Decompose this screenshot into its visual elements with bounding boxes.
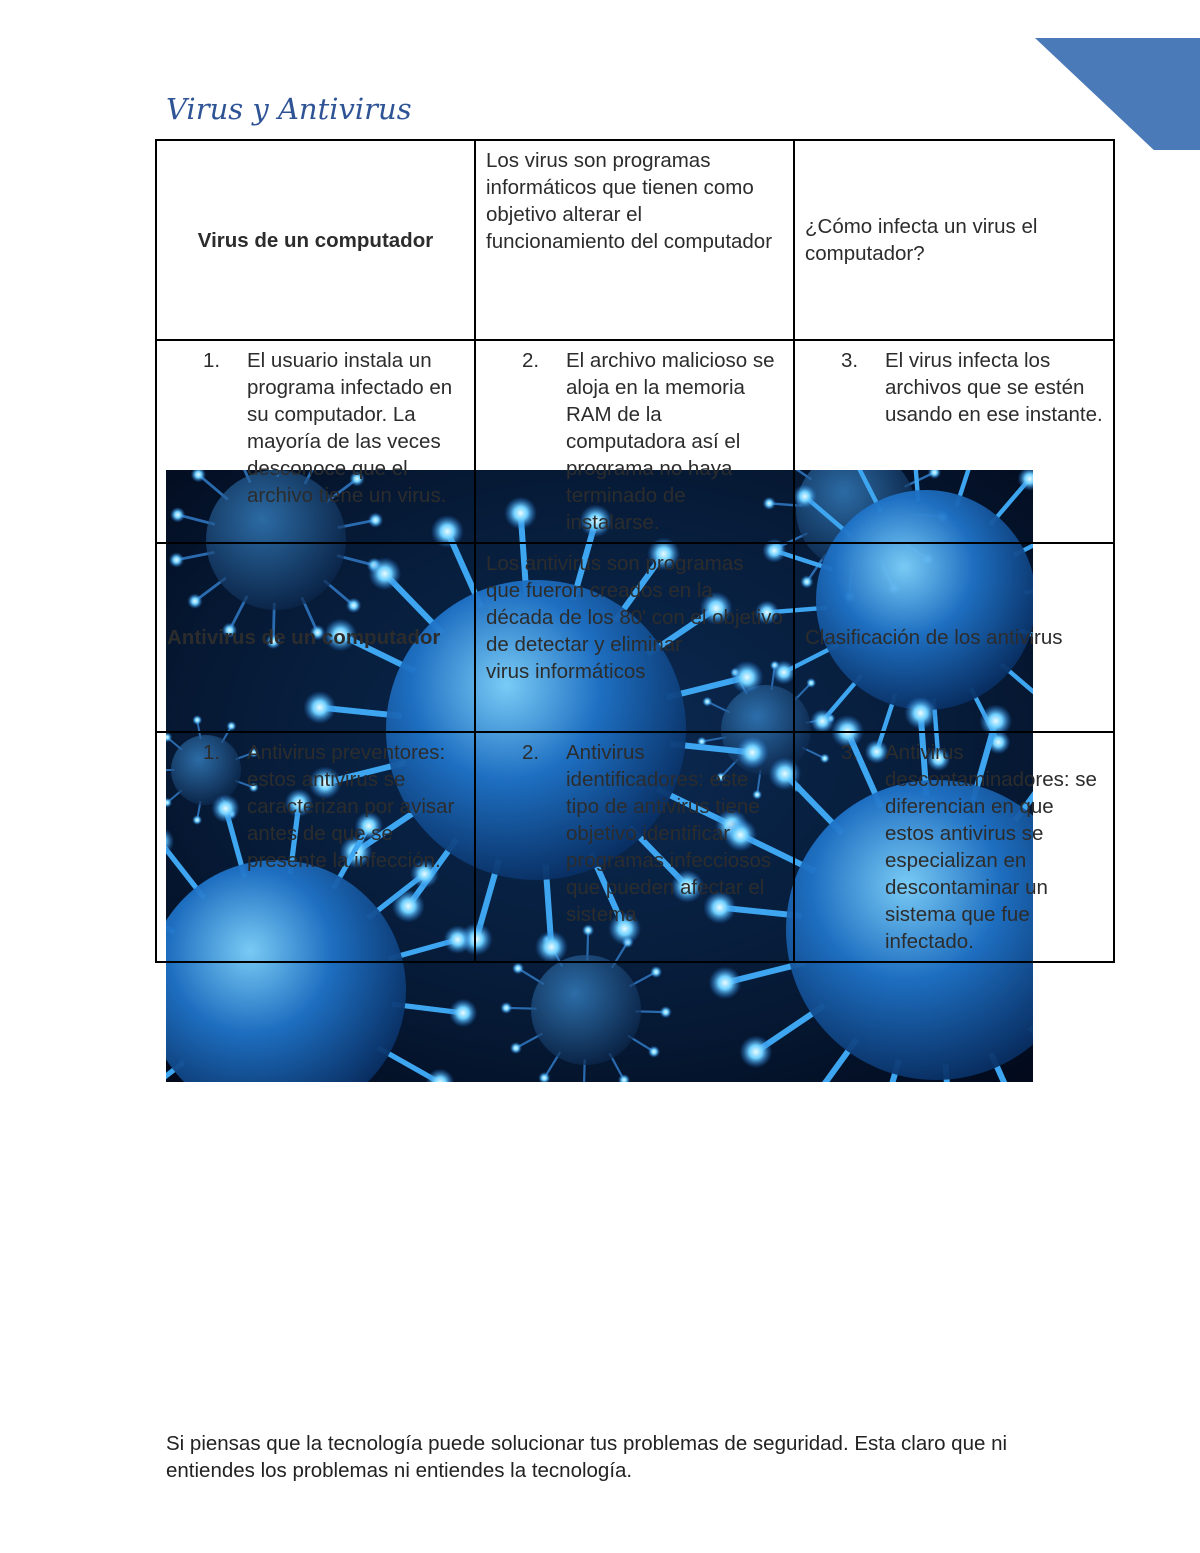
infection-step-cell: [475, 340, 794, 543]
list-text: Antivirus descontaminadores: se diferencian en que estos antivirus se especializan en descontaminar un sistema que fue infectado.: [885, 741, 1097, 953]
infection-question-cell: ¿Cómo infecta un virus el computador?: [794, 140, 1114, 340]
antivirus-type-cell: [156, 732, 475, 962]
list-item: [805, 739, 1103, 955]
virus-antivirus-table: [155, 139, 1115, 963]
list-item: [486, 347, 783, 536]
table-row: [156, 140, 1114, 340]
list-number: 1.: [203, 349, 221, 372]
list-number: 3.: [841, 349, 859, 372]
classification-heading-cell: Clasificación de los antivirus: [794, 543, 1114, 732]
table-row: [156, 732, 1114, 962]
virus-definition-cell: Los virus son programas informáticos que tienen como objetivo alterar el funcionamiento del computador: [475, 140, 794, 340]
virus-heading-cell: Virus de un computador: [156, 140, 475, 340]
list-text: Antivirus identificadores: este tipo de antivirus tiene objetivo identificar programas infecciosos que pueden afectar el sistema: [566, 741, 772, 926]
antivirus-type-cell: [794, 732, 1114, 962]
list-text: El archivo malicioso se aloja en la memoria RAM de la computadora así el programa no haya terminado de instalarse.: [566, 349, 775, 534]
antivirus-heading-cell: Antivirus de un computador: [156, 543, 475, 732]
list-text: El usuario instala un programa infectado en su computador. La mayoría de las veces desconoce que el archivo tiene un virus.: [247, 349, 453, 507]
antivirus-definition-cell: [475, 543, 794, 732]
list-text: El virus infecta los archivos que se estén usando en ese instante.: [885, 349, 1103, 426]
page-title: Virus y Antivirus: [166, 92, 412, 126]
corner-accent-shape: [1035, 38, 1200, 150]
antivirus-type-cell: [475, 732, 794, 962]
list-number: 1.: [203, 741, 221, 764]
list-number: 3.: [841, 741, 859, 764]
antivirus-definition-end: virus informáticos: [486, 660, 646, 683]
list-text: Antivirus preventores: estos antivirus se caracterizan por avisar antes de que se presente la infección.: [247, 741, 455, 872]
infection-step-cell: [794, 340, 1114, 543]
list-number: 2.: [522, 349, 540, 372]
list-item: [486, 739, 783, 928]
table-row: [156, 543, 1114, 732]
infection-step-cell: [156, 340, 475, 543]
list-number: 2.: [522, 741, 540, 764]
list-item: [167, 739, 464, 874]
table-row: [156, 340, 1114, 543]
list-item: [167, 347, 464, 509]
antivirus-definition-text: Los antivirus son programas que fueron creados en la década de los 80' con el objetivo de detectar y eliminar: [486, 552, 783, 656]
list-item: [805, 347, 1103, 428]
closing-quote: Si piensas que la tecnología puede solucionar tus problemas de seguridad. Esta claro que ni entiendes los problemas ni entiendes la tecnología.: [166, 1432, 1008, 1482]
